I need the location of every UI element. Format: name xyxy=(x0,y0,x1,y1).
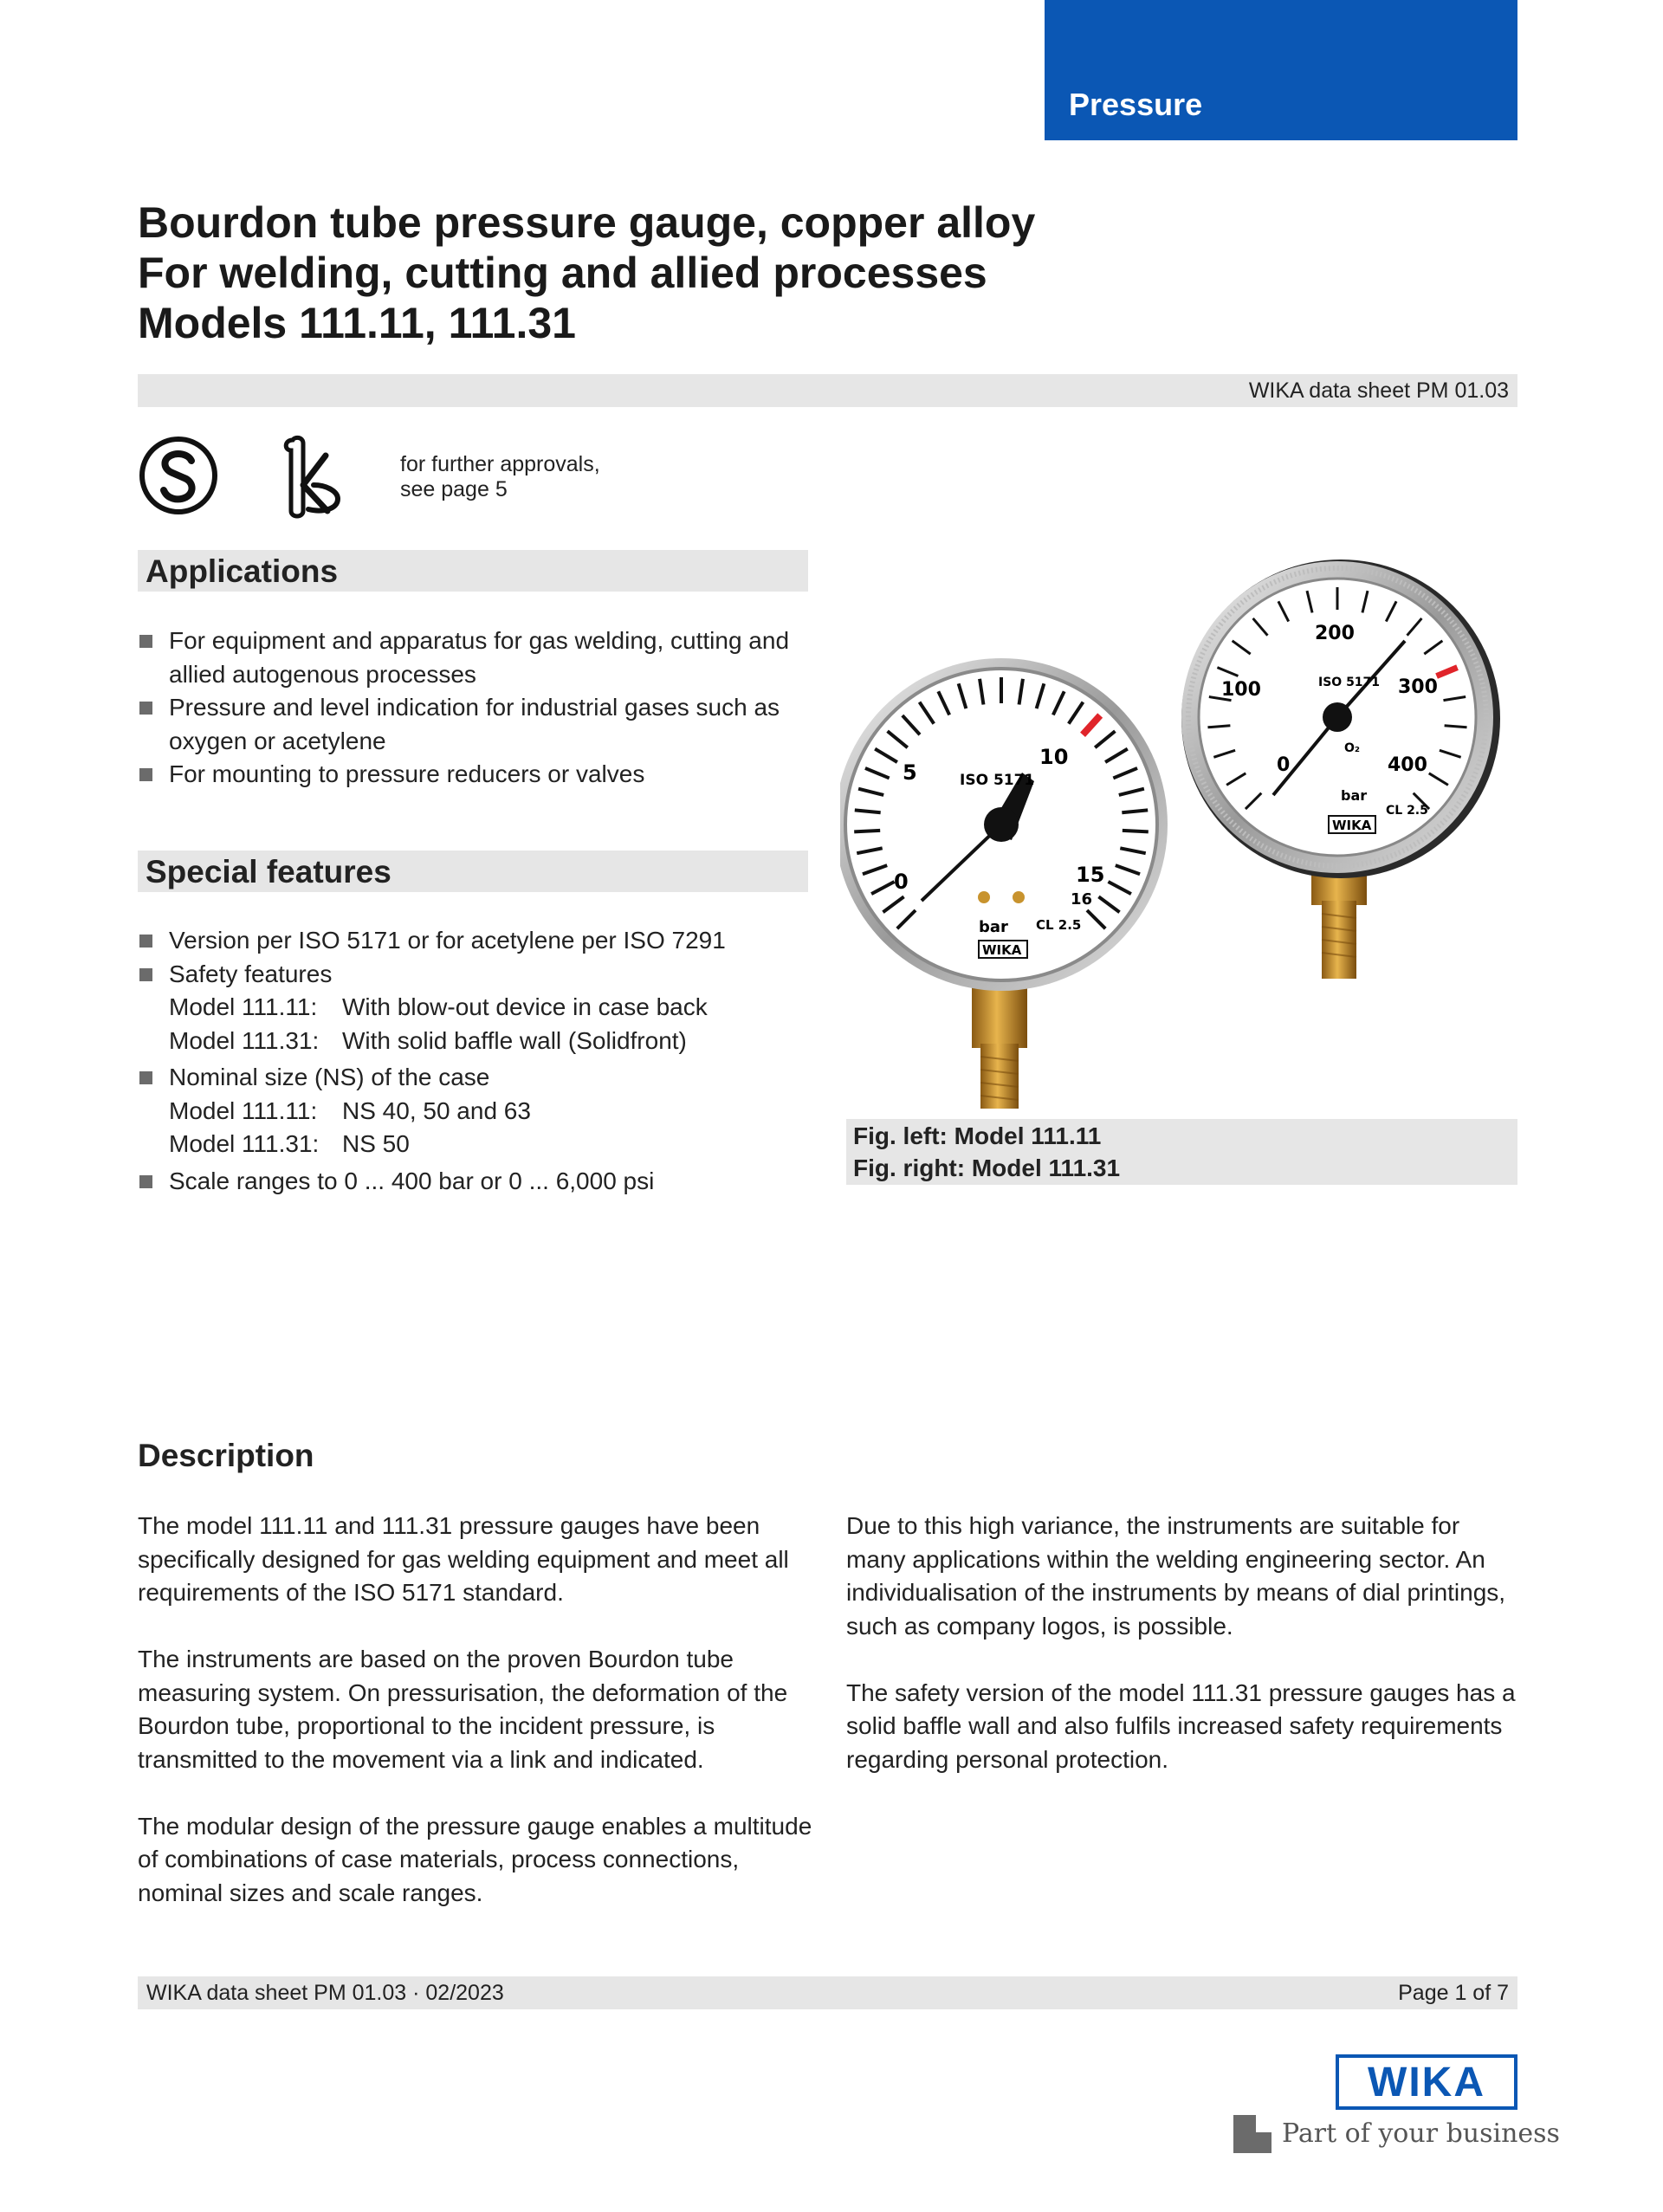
sub-row xyxy=(169,1128,822,1161)
sub-value: With blow-out device in case back xyxy=(342,993,708,1020)
sub-value: With solid baffle wall (Solidfront) xyxy=(342,1026,687,1054)
gauge-left xyxy=(840,658,1168,1109)
scale-label: 5 xyxy=(903,760,917,785)
footer-datasheet: WIKA data sheet PM 01.03 · 02/2023 xyxy=(146,1981,504,2005)
dial-brand: WIKA xyxy=(1332,818,1372,833)
title-line-3: Models 111.11, 111.31 xyxy=(138,299,576,347)
page-title xyxy=(138,197,1264,348)
caption-right: Fig. right: Model 111.31 xyxy=(853,1155,1121,1181)
scale-label: 0 xyxy=(894,870,909,894)
wika-logo-text: WIKA xyxy=(1368,2059,1485,2105)
tagline-text: Part of your business xyxy=(1282,2118,1560,2149)
dial-class: CL 2.5 xyxy=(1036,917,1082,933)
approval-note-line-2: see page 5 xyxy=(400,477,508,501)
paragraph: The model 111.11 and 111.31 pressure gauges have been specifically designed for gas welding equipment and meet all requirements of the ISO 5171 standard. xyxy=(138,1512,789,1606)
sub-key: Model 111.31: xyxy=(169,1026,320,1054)
product-photo xyxy=(840,546,1524,1117)
dial-standard: ISO 5171 xyxy=(1318,676,1381,689)
dial-unit: bar xyxy=(1341,787,1368,804)
applications-list xyxy=(138,624,822,792)
list-item: Scale ranges to 0 ... 400 bar or 0 ... 6,000 psi xyxy=(138,1165,822,1199)
wika-logo xyxy=(1336,2054,1517,2110)
approval-note-line-1: for further approvals, xyxy=(400,452,600,476)
applications-heading-text: Applications xyxy=(146,553,339,589)
list-item xyxy=(138,1061,822,1161)
scale-label: 100 xyxy=(1221,679,1261,701)
paragraph: The safety version of the model 111.31 pressure gauges has a solid baffle wall and also fulfils increased safety requirements regarding personal protection. xyxy=(846,1678,1516,1773)
applications-heading xyxy=(138,550,808,592)
caption-left: Fig. left: Model 111.11 xyxy=(853,1122,1102,1149)
sub-row xyxy=(169,991,822,1025)
scale-label: 400 xyxy=(1388,754,1427,776)
dial-unit: bar xyxy=(979,918,1008,936)
tagline-square-cutout xyxy=(1256,2110,1278,2132)
special-features-list xyxy=(138,924,822,1198)
dial-tick xyxy=(1207,726,1230,728)
sub-value: NS 40, 50 and 63 xyxy=(342,1096,531,1124)
description-column-2 xyxy=(846,1510,1522,1810)
description-column-1 xyxy=(138,1510,818,1944)
dial-gas: O₂ xyxy=(1344,741,1361,755)
safety-features-label: Safety features xyxy=(169,960,333,987)
sub-key: Model 111.31: xyxy=(169,1130,320,1157)
nominal-size-label: Nominal size (NS) of the case xyxy=(169,1064,490,1090)
dial-standard: ISO 5171 xyxy=(960,772,1035,789)
list-item: For equipment and apparatus for gas welding, cutting and allied autogenous processes xyxy=(138,624,822,691)
sub-row xyxy=(169,1095,822,1129)
special-features-heading-text: Special features xyxy=(146,854,391,889)
approval-note xyxy=(400,452,600,502)
datasheet-label: WIKA data sheet PM 01.03 xyxy=(1248,378,1509,403)
k-mark-icon xyxy=(279,431,345,523)
gauge-right xyxy=(1181,559,1500,979)
special-features-heading xyxy=(138,851,808,892)
scale-label: 10 xyxy=(1039,745,1069,769)
sub-key: Model 111.11: xyxy=(169,1096,318,1124)
sub-key: Model 111.11: xyxy=(169,993,318,1020)
title-line-1: Bourdon tube pressure gauge, copper alloy xyxy=(138,198,1036,247)
list-item: Version per ISO 5171 or for acetylene per ISO 7291 xyxy=(138,924,822,958)
list-item: For mounting to pressure reducers or valves xyxy=(138,758,822,792)
title-line-2: For welding, cutting and allied processes xyxy=(138,249,987,297)
paragraph: The instruments are based on the proven Bourdon tube measuring system. On pressurisation, the deformation of the Bourdon tube, proportional to the incident pressure, is transmitted to the movement via a link and indicated. xyxy=(138,1646,788,1773)
paragraph: The modular design of the pressure gauge enables a multitude of combinations of case materials, process connections, nominal sizes and scale ranges. xyxy=(138,1812,812,1906)
sub-row xyxy=(169,1025,822,1058)
description-heading: Description xyxy=(138,1438,314,1473)
dial-class: CL 2.5 xyxy=(1386,804,1428,818)
s-mark-icon xyxy=(138,435,219,516)
sub-value: NS 50 xyxy=(342,1130,410,1157)
category-label: Pressure xyxy=(1069,87,1203,122)
category-banner xyxy=(1045,0,1517,140)
datasheet-bar xyxy=(138,374,1517,407)
figure-caption xyxy=(846,1119,1517,1185)
list-item xyxy=(138,958,822,1058)
scale-label: 15 xyxy=(1076,863,1105,887)
footer-bar xyxy=(138,1976,1517,2009)
page-number: Page 1 of 7 xyxy=(1398,1981,1509,2005)
dial-brand: WIKA xyxy=(982,942,1022,958)
scale-label: 300 xyxy=(1398,676,1438,698)
list-item: Pressure and level indication for industrial gases such as oxygen or acetylene xyxy=(138,691,822,758)
dial-tick xyxy=(1445,726,1467,728)
scale-label: 0 xyxy=(1277,754,1291,776)
scale-label: 16 xyxy=(1071,890,1093,909)
paragraph: Due to this high variance, the instruments are suitable for many applications within the welding engineering sector. An individualisation of the instruments by means of dial printings, such as company logos, is possible. xyxy=(846,1512,1506,1640)
scale-label: 200 xyxy=(1315,623,1355,644)
